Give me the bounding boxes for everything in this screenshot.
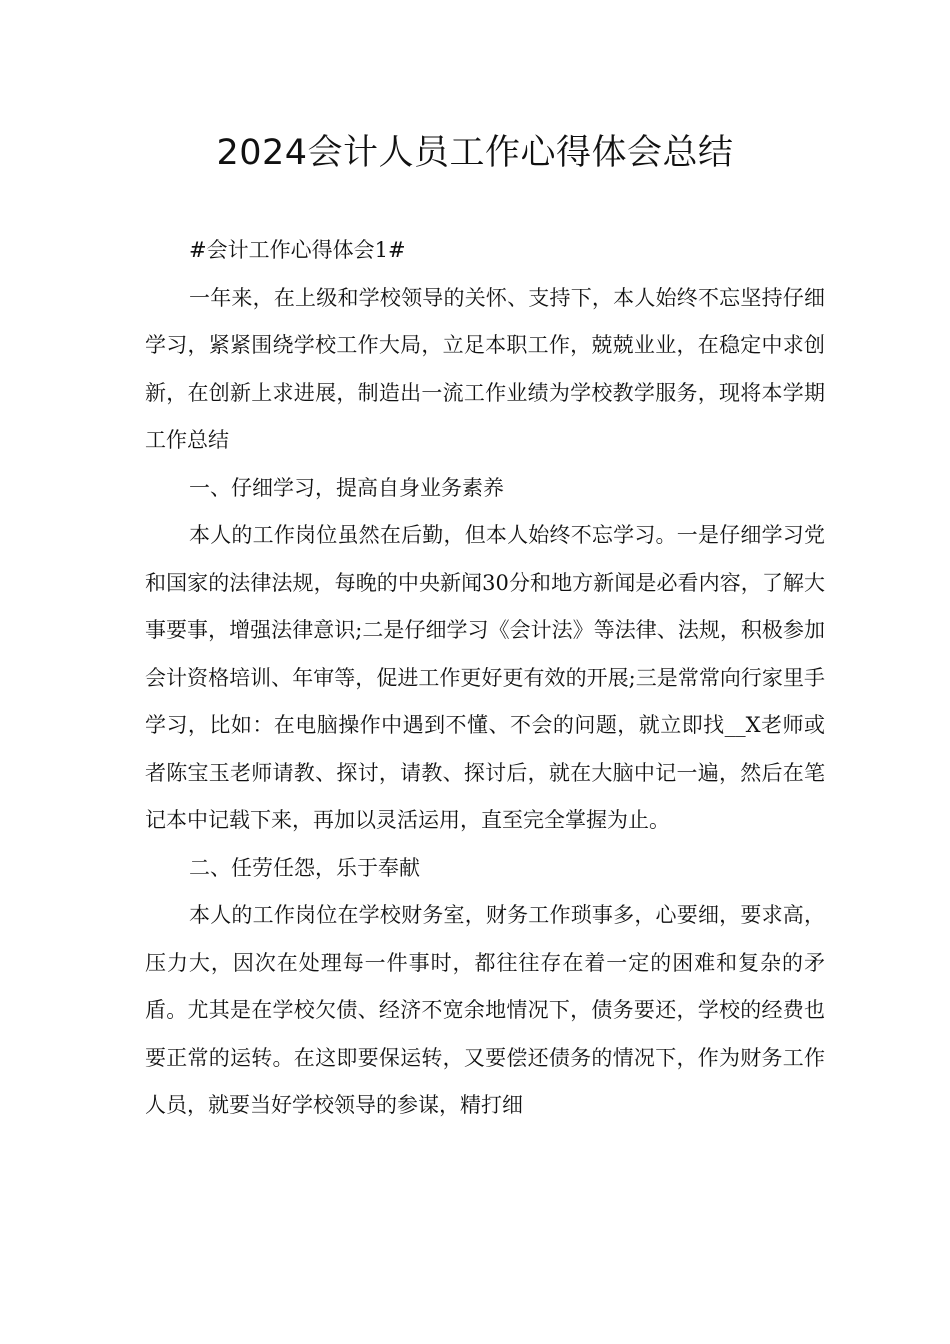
intro-paragraph: 一年来，在上级和学校领导的关怀、支持下，本人始终不忘坚持仔细学习，紧紧围绕学校工作大局，立足本职工作，兢兢业业，在稳定中求创新，在创新上求进展，制造出一流工作业绩为学校教学服务，现将本学期工作总结	[145, 285, 825, 452]
section-heading-1: 一、仔细学习，提高自身业务素养	[189, 475, 504, 500]
section-marker: #会计工作心得体会1#	[189, 238, 406, 262]
document-body	[145, 227, 825, 1130]
section-1-paragraph: 本人的工作岗位虽然在后勤，但本人始终不忘学习。一是仔细学习党和国家的法律法规，每晚的中央新闻30分和地方新闻是必看内容，了解大事要事，增强法律意识;二是仔细学习《会计法》等法律、法规，积极参加会计资格培训、年审等，促进工作更好更有效的开展;三是常常向行家里手学习，比如：在电脑操作中遇到不懂、不会的问题，就立即找__X老师或者陈宝玉老师请教、探讨，请教、探讨后，就在大脑中记一遍，然后在笔记本中记载下来，再加以灵活运用，直至完全掌握为止。	[145, 523, 825, 832]
document-title: 2024会计人员工作心得体会总结	[216, 133, 734, 173]
section-2-paragraph: 本人的工作岗位在学校财务室，财务工作琐事多，心要细，要求高，压力大，因次在处理每一件事时，都往往存在着一定的困难和复杂的矛盾。尤其是在学校欠债、经济不宽余地情况下，债务要还，学校的经费也要正常的运转。在这即要保运转，又要偿还债务的情况下，作为财务工作人员，就要当好学校领导的参谋，精打细	[145, 903, 825, 1117]
section-heading-2: 二、任劳任怨，乐于奉献	[189, 855, 420, 880]
